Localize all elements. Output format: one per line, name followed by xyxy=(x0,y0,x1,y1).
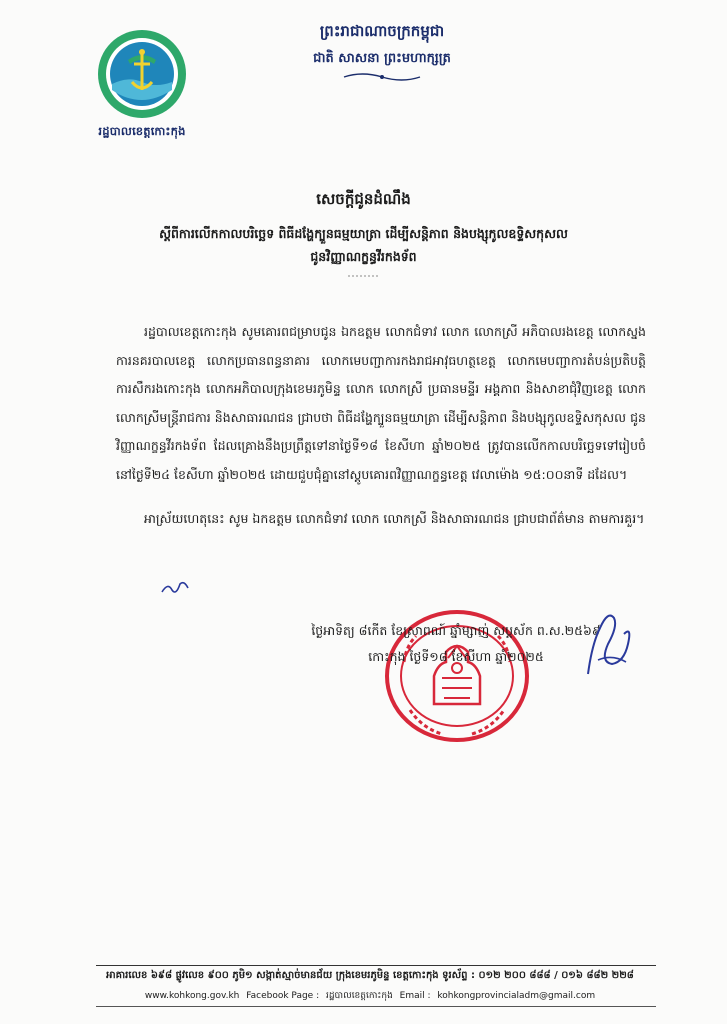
kingdom-name: ព្រះរាជាណាចក្រកម្ពុជា xyxy=(319,22,445,40)
handwritten-signature xyxy=(578,604,638,684)
logo-block xyxy=(78,30,206,141)
footer-bottom-rule xyxy=(96,1006,656,1007)
document-subject xyxy=(60,222,667,268)
footer-address: អាគារលេខ ៦៩៨ ផ្លូវលេខ ៩០០ ភូមិ១ សង្កាត់ស្មាច់មានជ័យ ក្រុងខេមរភូមិន្ទ ខេត្តកោះកុង ទូរស័ព្ទ : ០១២ ២០០ ៨៨៨ / ០១៦ ៨៨២ ២២៨ xyxy=(106,970,634,981)
kingdom-header xyxy=(262,22,502,86)
footer-website[interactable]: www.kohkong.gov.kh xyxy=(144,991,240,1001)
subject-line-1: ស្តីពីការលើកកាលបរិច្ឆេទ ពិធីដង្ហែក្បួនធម្មយាត្រា ដើម្បីសន្តិភាព និងបង្សុកូលឧទ្ទិសកុសល xyxy=(159,226,568,241)
national-motto: ជាតិ សាសនា ព្រះមហាក្សត្រ xyxy=(313,51,451,66)
date-block xyxy=(286,618,626,670)
footer-contacts xyxy=(70,990,670,1003)
provincial-emblem-icon xyxy=(98,30,186,118)
document-body xyxy=(116,318,646,534)
organization-name: រដ្ឋបាលខេត្តកោះកុង xyxy=(98,124,186,138)
footer-email-label: Email : xyxy=(399,991,431,1001)
title-divider xyxy=(60,272,667,283)
footer-facebook-value[interactable]: រដ្ឋបាលខេត្តកោះកុង xyxy=(325,991,393,1001)
lunar-date: ថ្ងៃអាទិត្យ ៨កើត ខែស្រាពណ៍ ឆ្នាំម្សាញ់ សប្តស័ក ព.ស.២៥៦៩ xyxy=(311,623,601,638)
ornament-divider xyxy=(262,71,502,86)
body-paragraph-1: រដ្ឋបាលខេត្តកោះកុង សូមគោរពជម្រាបជូន ឯកឧត្តម លោកជំទាវ លោក លោកស្រី អភិបាលរងខេត្ត លោកស្នងការនគរបាលខេត្ត លោកប្រធានពន្ធនាគារ លោកមេបញ្ជាការកងរាជអាវុធហត្ថខេត្ត លោកមេបញ្ជាការតំបន់ប្រតិបត្តិការសឹករងកោះកុង លោកអភិបាលក្រុងខេមរភូមិន្ទ លោក លោកស្រី ប្រធានមន្ទីរ អង្គភាព និងសាខាជុំវិញខេត្ត លោក លោកស្រីមន្ត្រីរាជការ និងសាធារណជន ជ្រាបថា ពិធីដង្ហែក្បួនធម្មយាត្រា ដើម្បីសន្តិភាព និងបង្សុកូលឧទ្ទិសកុសល ជូនវិញ្ញាណក្ខន្ធវីរកងទ័ព ដែលគ្រោងនឹងប្រព្រឹត្តទៅនាថ្ងៃទី១៨ ខែសីហា ឆ្នាំ២០២៥ ត្រូវបានលើកកាលបរិច្ឆេទទៅរៀបចំនៅថ្ងៃទី២៤ ខែសីហា ឆ្នាំ២០២៥ ដោយជួបជុំគ្នានៅស្តូបគោរពវិញ្ញាណក្ខន្ធខេត្ត វេលាម៉ោង ១៥:០០នាទី ដដែល។ xyxy=(116,324,646,482)
footer-facebook-label: Facebook Page : xyxy=(246,991,320,1001)
title-block xyxy=(60,190,667,283)
subject-line-2: ជូនវិញ្ញាណក្ខន្ធវីរកងទ័ព xyxy=(310,249,417,264)
footer-email-value[interactable]: kohkongprovincialadm@gmail.com xyxy=(437,991,596,1001)
document-title: សេចក្តីជូនដំណឹង xyxy=(316,190,411,208)
initials-mark xyxy=(160,578,190,598)
solar-date: កោះកុង ថ្ងៃទី១៨ ខែសីហា ឆ្នាំ២០២៥ xyxy=(368,649,544,664)
body-paragraph-2: អាស្រ័យហេតុនេះ សូម ឯកឧត្តម លោកជំទាវ លោក លោកស្រី និងសាធារណជន ជ្រាបជាព័ត៌មាន តាមការគួរ។ xyxy=(144,511,645,526)
footer-divider xyxy=(96,965,656,966)
